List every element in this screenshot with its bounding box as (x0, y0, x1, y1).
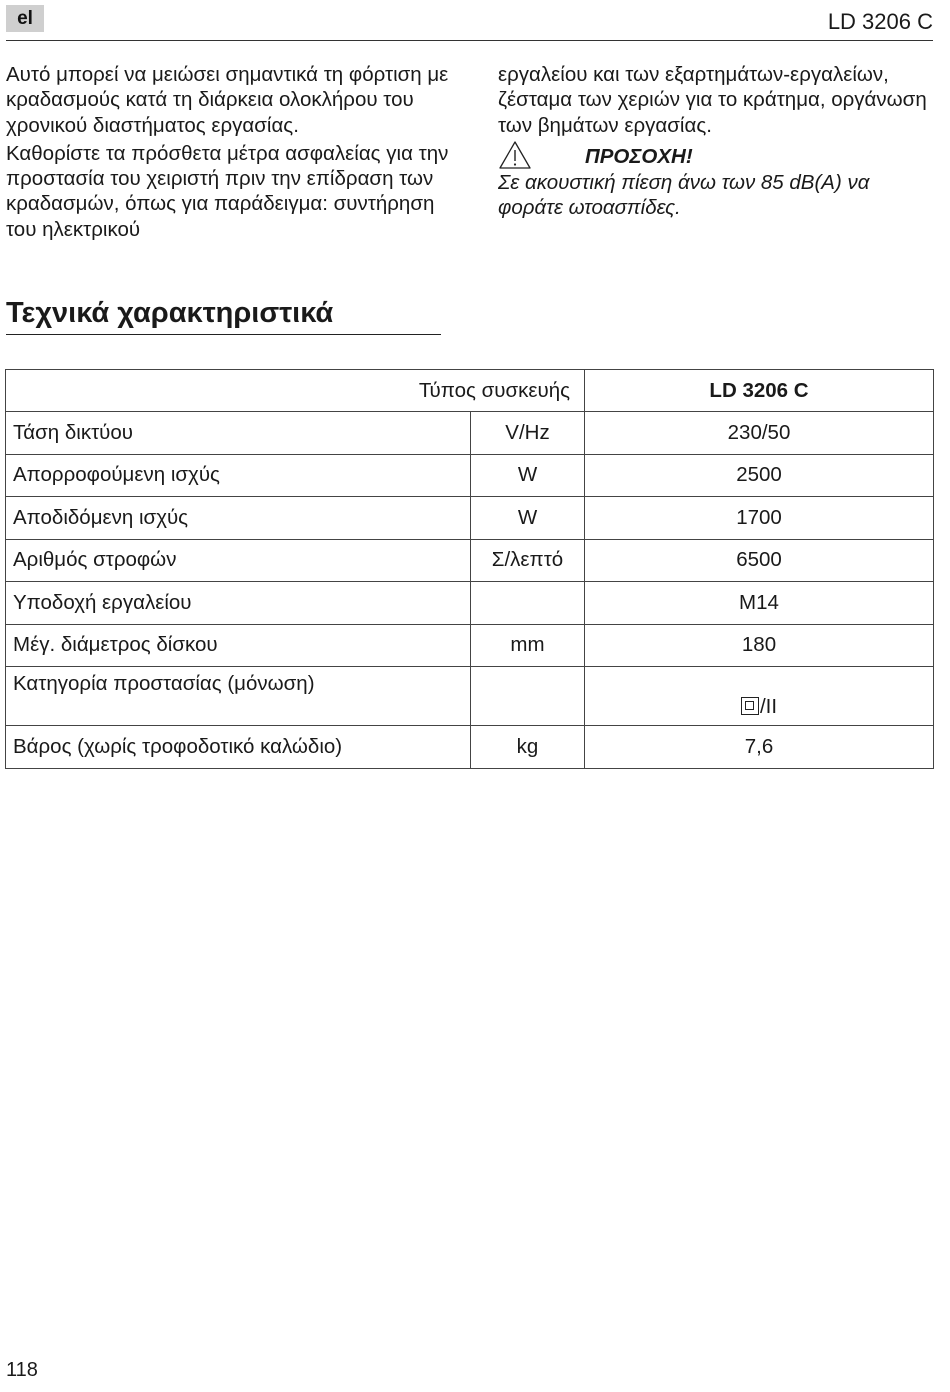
spec-label: Τάση δικτύου (6, 412, 471, 455)
table-row (6, 726, 934, 769)
spec-unit: mm (471, 624, 585, 667)
language-tag: el (6, 5, 44, 32)
table-row (6, 582, 934, 625)
left-column (6, 62, 456, 242)
warning-triangle-icon (498, 140, 532, 170)
header-divider (6, 40, 933, 41)
right-column (498, 62, 938, 220)
caution-title: ΠΡΟΣΟΧΗ! (585, 144, 693, 168)
spec-unit: W (471, 497, 585, 540)
spec-label: Βάρος (χωρίς τροφοδοτικό καλώδιο) (6, 726, 471, 769)
spec-label: Μέγ. διάμετρος δίσκου (6, 624, 471, 667)
specs-table (5, 369, 934, 769)
vibration-paragraph-1: Αυτό μπορεί να μειώσει σημαντικά τη φόρτιση με κραδασμούς κατά τη διάρκεια ολοκλήρου του χρονικού διαστήματος εργασίας. (6, 63, 449, 137)
vibration-paragraph-2: Καθορίστε τα πρόσθετα μέτρα ασφαλείας για την προστασία του χειριστή πριν την επίδραση των κραδασμών, όπως για παράδειγμα: συντήρηση του ηλεκτρικού (6, 141, 449, 241)
spec-value: 180 (585, 624, 934, 667)
table-row (6, 497, 934, 540)
vibration-paragraph-continued: εργαλείου και των εξαρτημάτων-εργαλείων, ζέσταμα των χεριών για το κράτημα, οργάνωση των βημάτων εργασίας. (498, 63, 927, 137)
spec-value: 6500 (585, 539, 934, 582)
spec-value: 230/50 (585, 412, 934, 455)
spec-unit (471, 667, 585, 726)
spec-label: Απορροφούμενη ισχύς (6, 454, 471, 497)
table-row (6, 624, 934, 667)
spec-label: Υποδοχή εργαλείου (6, 582, 471, 625)
spec-unit: W (471, 454, 585, 497)
device-type-label: Τύπος συσκευής (6, 370, 585, 412)
spec-unit: kg (471, 726, 585, 769)
spec-value: /II (759, 695, 778, 718)
table-header-row (6, 370, 934, 412)
spec-value: 7,6 (585, 726, 934, 769)
spec-unit: Σ/λεπτό (471, 539, 585, 582)
spec-label: Αποδιδόμενη ισχύς (6, 497, 471, 540)
caution-header (498, 144, 938, 170)
spec-value: 1700 (585, 497, 934, 540)
protection-class-ii-icon (741, 697, 759, 715)
device-model: LD 3206 C (585, 370, 934, 412)
page-number: 118 (6, 1359, 38, 1381)
table-row (6, 667, 934, 726)
table-row (6, 454, 934, 497)
spec-unit: V/Hz (471, 412, 585, 455)
spec-value: 2500 (585, 454, 934, 497)
table-row (6, 539, 934, 582)
caution-text: Σε ακουστική πίεση άνω των 85 dB(A) να φοράτε ωτοασπίδες. (498, 170, 870, 220)
spec-value-cell (585, 667, 934, 726)
spec-value: M14 (585, 582, 934, 625)
spec-label: Αριθμός στροφών (6, 539, 471, 582)
table-row (6, 412, 934, 455)
section-title: Τεχνικά χαρακτηριστικά (6, 294, 441, 335)
model-header: LD 3206 C (827, 9, 933, 34)
spec-label: Κατηγορία προστασίας (μόνωση) (6, 667, 471, 726)
spec-unit (471, 582, 585, 625)
